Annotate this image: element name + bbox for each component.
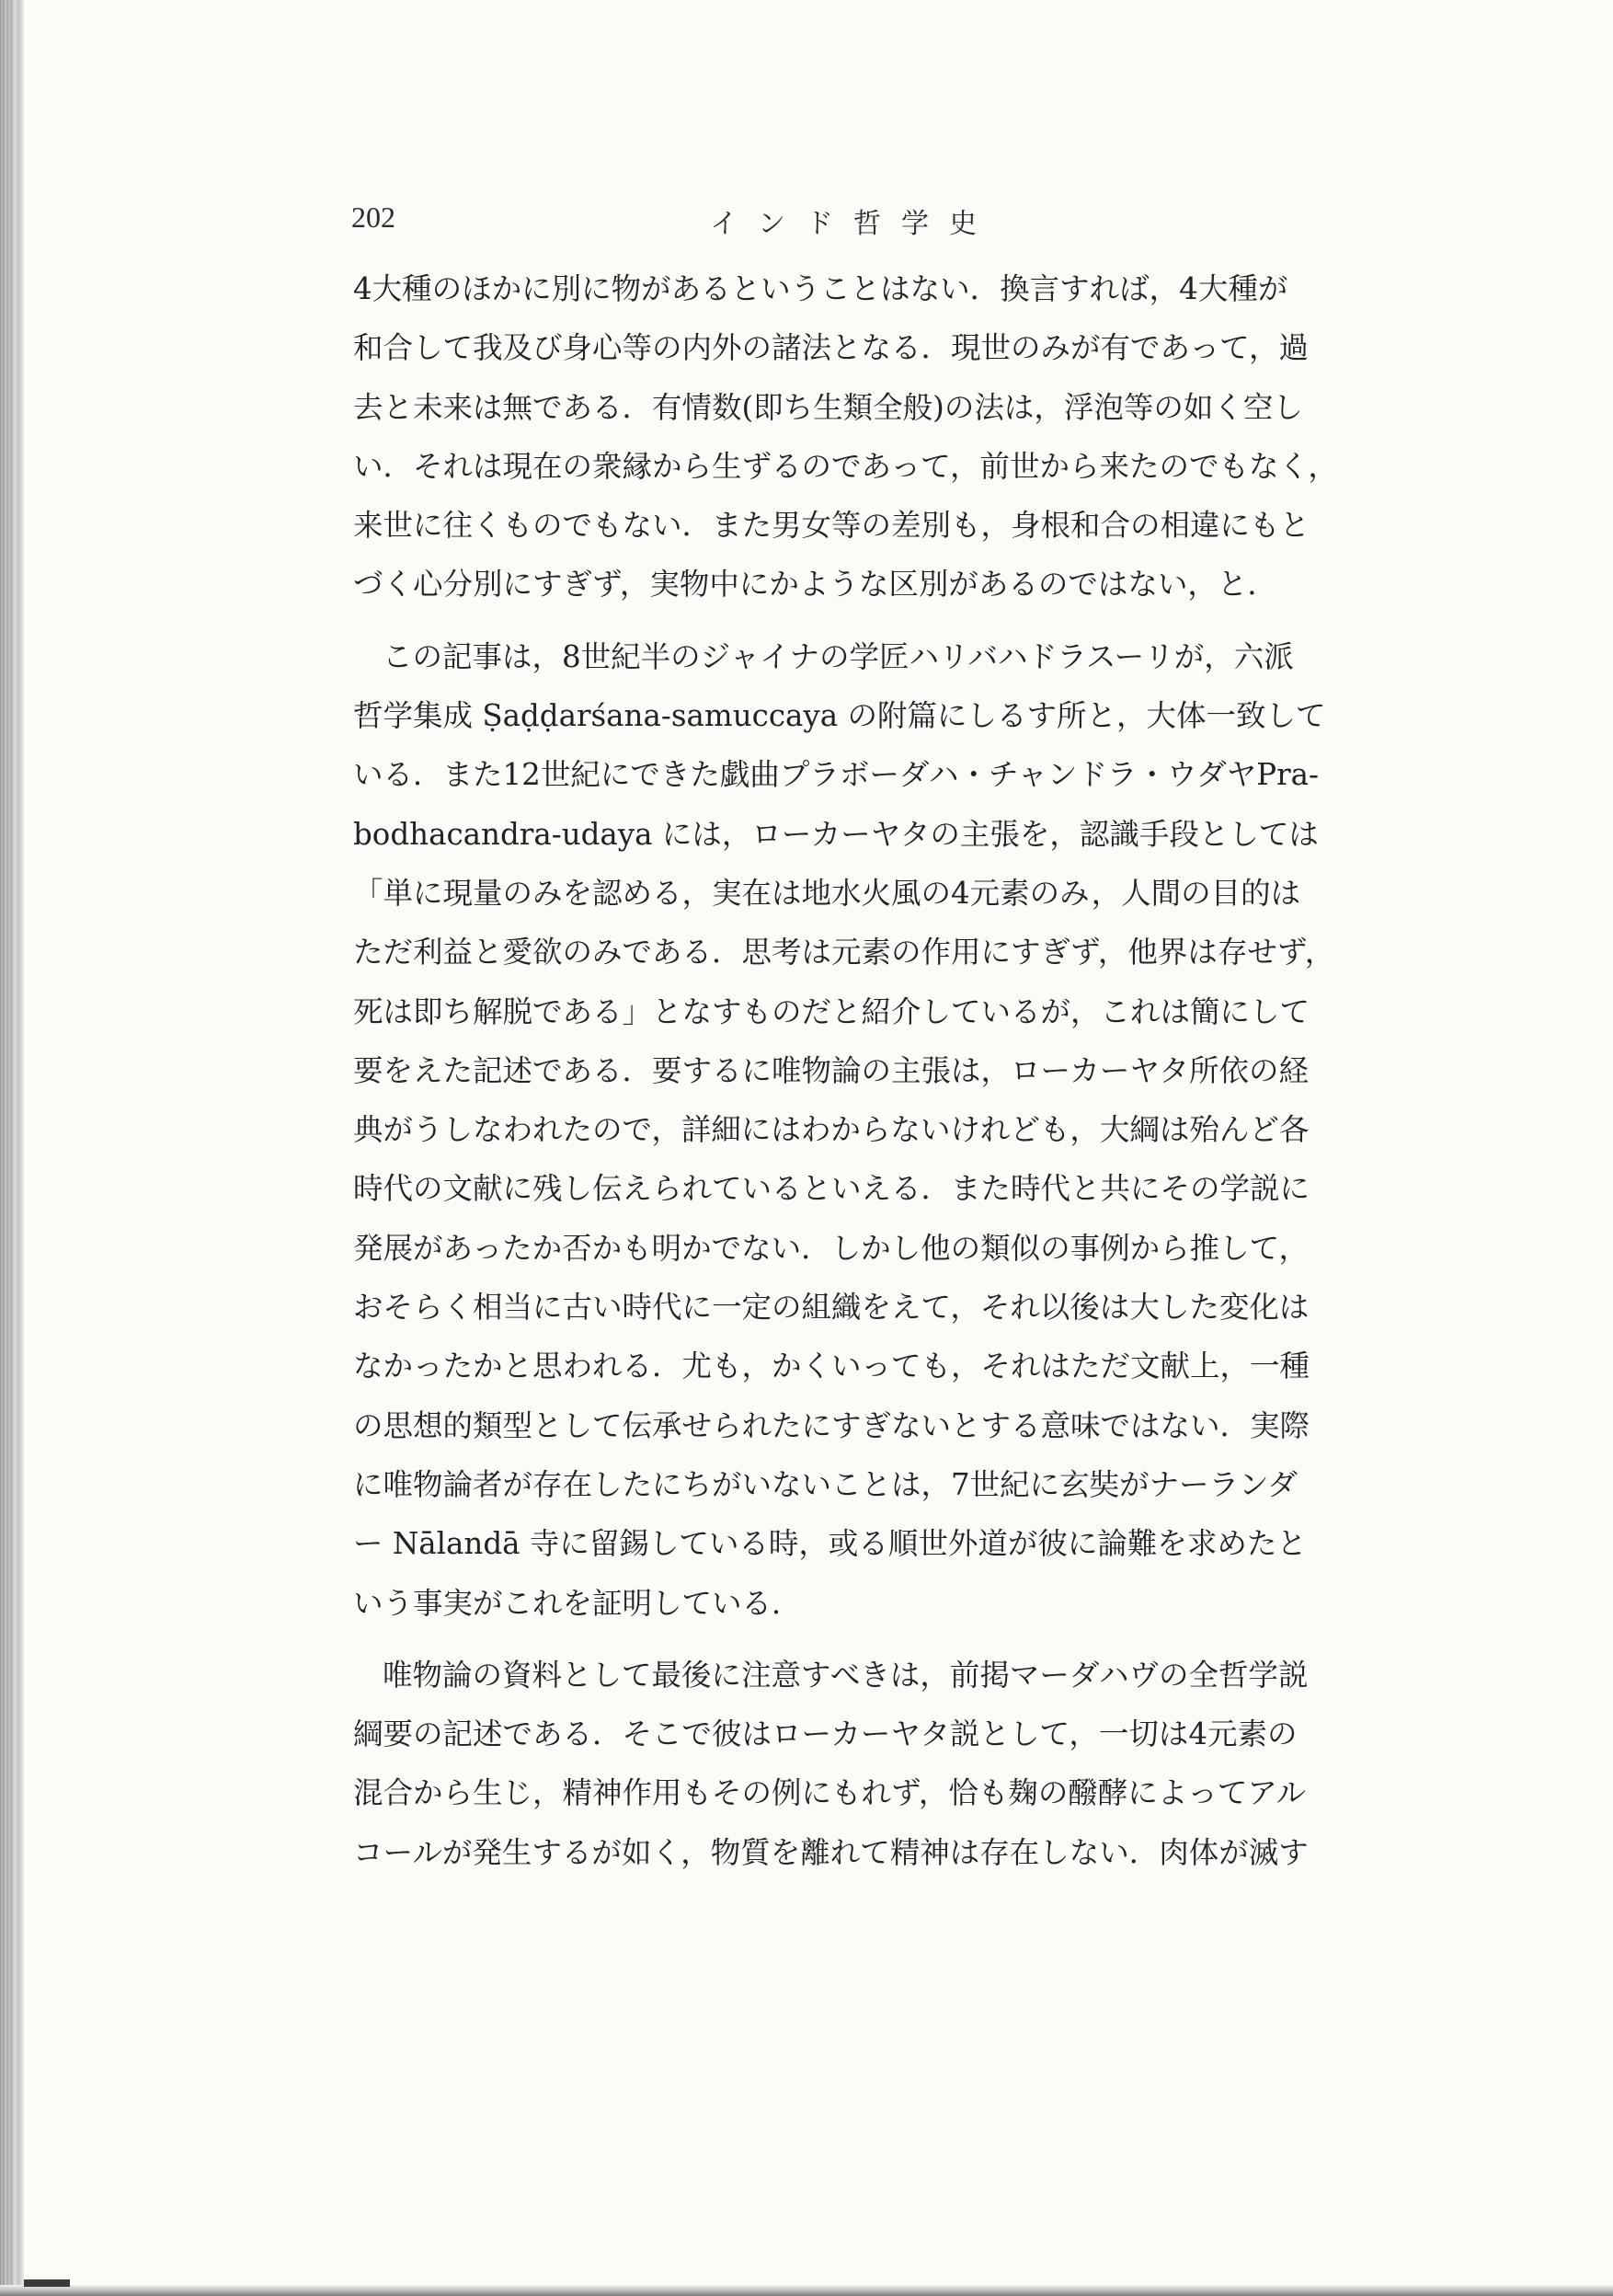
text-line: 典がうしなわれたので，詳細にはわからないけれども，大綱は殆んど各 — [353, 1112, 1310, 1148]
text-line: bodhacandra-udaya には，ローカーヤタの主張を，認識手段としては — [353, 816, 1319, 852]
text-line: 混合から生じ，精神作用もその例にもれず，恰も麹の醱酵によってアル — [353, 1775, 1307, 1811]
paragraph-gap — [353, 1633, 1457, 1646]
text-line: なかったかと思われる．尤も，かくいっても，それはただ文献上，一種 — [353, 1349, 1310, 1384]
bottom-edge-mark — [24, 2279, 70, 2287]
text-line: この記事は，8世紀半のジャイナの学匠ハリバハドラスーリが，六派 — [383, 638, 1294, 674]
text-line: 来世に往くものでもない．また男女等の差別も，身根和合の相違にもと — [353, 508, 1310, 544]
text-line: 哲学集成 Ṣaḍḍarśana-samuccaya の附篇にしるす所と，大体一致して — [353, 698, 1326, 734]
text-line: 時代の文献に残し伝えられているといえる．また時代と共にその学説に — [353, 1171, 1310, 1207]
text-line: 綱要の記述である．そこで彼はローカーヤタ説として，一切は4元素の — [353, 1716, 1298, 1752]
text-line: 死は即ち解脱である」となすものだと紹介しているが，これは簡にして — [353, 993, 1310, 1029]
text-line: 発展があったか否かも明かでない．しかし他の類似の事例から推して， — [353, 1230, 1310, 1266]
text-line: 去と未来は無である．有情数(即ち生類全般)の法は，浮泡等の如く空し — [353, 389, 1303, 425]
text-line: ただ利益と愛欲のみである．思考は元素の作用にすぎず，他界は存せず， — [353, 935, 1335, 970]
binding-edge — [0, 0, 24, 2296]
text-line: おそらく相当に古い時代に一定の組織をえて，それ以後は大した変化は — [353, 1290, 1310, 1326]
text-line: に唯物論者が存在したにちがいないことは，7世紀に玄奘がナーランダ — [353, 1466, 1298, 1502]
text-line: 和合して我及び身心等の内外の諸法となる．現世のみが有であって，過 — [353, 330, 1310, 366]
text-line: づく心分別にすぎず，実物中にかような区別があるのではない，と． — [353, 567, 1277, 603]
body-text — [353, 259, 1457, 1882]
bottom-edge — [0, 2285, 1613, 2296]
text-line: 「単に現量のみを認める，実在は地水火風の4元素のみ，人間の目的は — [353, 875, 1301, 911]
text-line: コールが発生するが如く，物質を離れて精神は存在しない．肉体が滅す — [353, 1834, 1309, 1870]
text-line: 唯物論の資料として最後に注意すべきは，前掲マーダハヴの全哲学説 — [383, 1657, 1309, 1693]
running-title: インド哲学史 — [710, 208, 997, 240]
paragraph-gap — [353, 614, 1457, 627]
page-header — [351, 201, 1455, 256]
text-line: いう事実がこれを証明している． — [353, 1585, 802, 1621]
text-line: 要をえた記述である．要するに唯物論の主張は，ローカーヤタ所依の経 — [353, 1052, 1310, 1088]
page-number: 202 — [351, 201, 395, 234]
text-line: い．それは現在の衆縁から生ずるのであって，前世から来たのでもなく， — [353, 448, 1338, 484]
text-line: 4大種のほかに別に物があるということはない．換言すれば，4大種が — [353, 271, 1288, 306]
text-line: ー Nālandā 寺に留錫している時，或る順世外道が彼に論難を求めたと — [353, 1526, 1307, 1562]
text-line: の思想的類型として伝承せられたにすぎないとする意味ではない．実際 — [353, 1407, 1310, 1443]
text-line: いる．また12世紀にできた戯曲プラボーダハ・チャンドラ・ウダヤPra- — [353, 757, 1319, 793]
